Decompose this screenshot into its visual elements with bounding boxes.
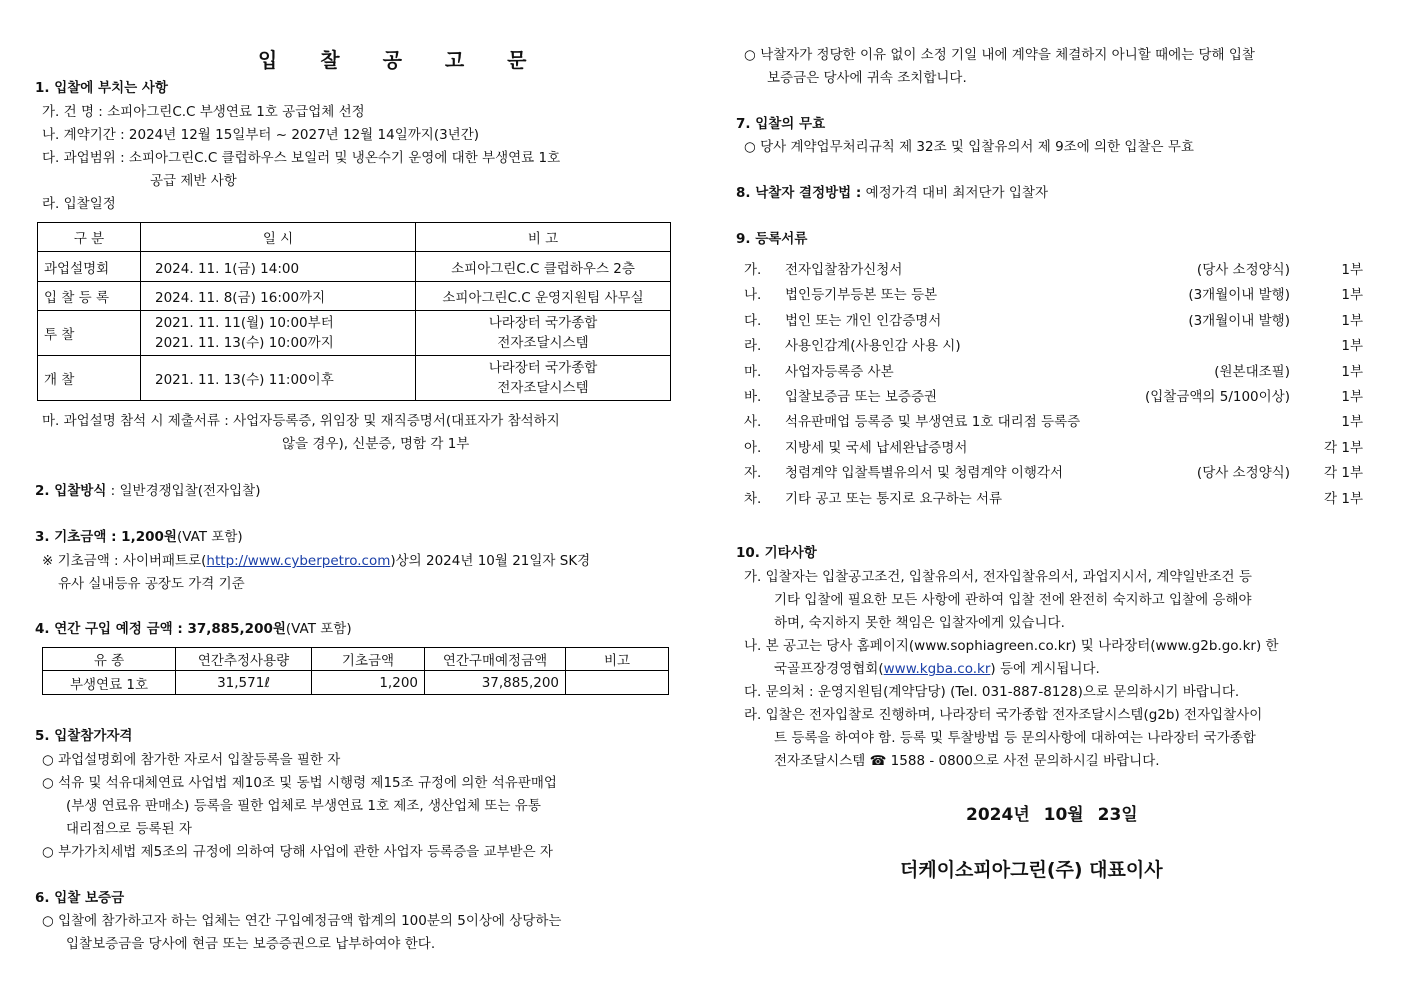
section-3-note-cont: 유사 실내등유 공장도 가격 기준 [58, 576, 245, 592]
schedule-row-note [416, 311, 671, 356]
section-7-heading: 7. 입찰의 무효 [736, 116, 826, 132]
schedule-table [37, 222, 671, 401]
document-item-name: 석유판매업 등록증 및 부생연료 1호 대리점 등록증 [785, 414, 1081, 430]
document-item-mark: 자. [744, 465, 762, 481]
schedule-header: 구 분 [38, 223, 141, 252]
document-item-qty: 각 1부 [1324, 440, 1363, 456]
document-item-qty: 1부 [1341, 313, 1363, 329]
section-10-heading: 10. 기타사항 [736, 545, 817, 561]
section-3-heading: 3. 기초금액 : 1,200원 [35, 529, 177, 545]
document-item-mark: 차. [744, 491, 762, 507]
schedule-row-note: 소피아그린C.C 운영지원팀 사무실 [416, 282, 671, 311]
s6-line: ○ 입찰에 참가하고자 하는 업체는 연간 구입예정금액 합계의 100분의 5이상에 상당하는 [42, 913, 562, 929]
section-4-heading-tail: (VAT 포함) [285, 621, 352, 637]
note-text: )상의 2024년 10월 21일자 SK경 [390, 553, 591, 569]
document-item-name: 입찰보증금 또는 보증증권 [785, 389, 938, 405]
document-item-qty: 1부 [1341, 262, 1363, 278]
document-item-note: (당사 소정양식) [1196, 465, 1290, 481]
s10-da: 다. 문의처 : 운영지원팀(계약담당) (Tel. 031-887-8128)으로 문의하시기 바랍니다. [744, 684, 1240, 700]
note-line: 전자조달시스템 [497, 380, 589, 396]
document-item-name: 청렴계약 입찰특별유의서 및 청렴계약 이행각서 [785, 465, 1063, 481]
section-8-heading: 8. 낙찰자 결정방법 : [736, 185, 862, 201]
s1-line-schedule: 라. 입찰일정 [42, 196, 116, 212]
s1-submit-docs: 마. 과업설명 참석 시 제출서류 : 사업자등록증, 위임장 및 재직증명서(대표자가 참석하지 [42, 413, 560, 429]
document-item-mark: 사. [744, 414, 762, 430]
purchase-header: 기초금액 [312, 648, 425, 671]
section-4 [35, 621, 352, 637]
s10-ga-cont: 하며, 숙지하지 못한 책임은 입찰자에게 있습니다. [774, 615, 1065, 631]
na-text: 국골프장경영협회( [774, 661, 884, 677]
page-title: 입 찰 공 고 문 [258, 48, 545, 72]
document-item-mark: 다. [744, 313, 762, 329]
document-item-note: (입찰금액의 5/100이상) [1144, 389, 1290, 405]
section-4-heading: 4. 연간 구입 예정 금액 : 37,885,200원 [35, 621, 286, 637]
purchase-header: 유 종 [43, 648, 176, 671]
s10-ra-cont: 트 등록을 하여야 함. 등록 및 투찰방법 등 문의사항에 대하여는 나라장터 국가종합 [774, 730, 1256, 746]
s1-line-scope-cont: 공급 제반 사항 [150, 173, 237, 189]
note-text: ※ 기초금액 : 사이버패트로( [42, 553, 207, 569]
s7-line: ○ 당사 계약업무처리규칙 제 32조 및 입찰유의서 제 9조에 의한 입찰은 무효 [744, 139, 1194, 155]
section-9-heading: 9. 등록서류 [736, 231, 808, 247]
section-3-heading-tail: (VAT 포함) [176, 529, 243, 545]
section-2-text: : 일반경쟁입찰(전자입찰) [106, 483, 261, 499]
schedule-row-datetime: 2021. 11. 13(수) 11:00이후 [141, 356, 416, 401]
document-item-name: 사업자등록증 사본 [785, 364, 894, 380]
document-item-note: (3개월이내 발행) [1188, 287, 1290, 303]
schedule-row-note [416, 356, 671, 401]
document-item-name: 법인등기부등본 또는 등본 [785, 287, 938, 303]
document-item-mark: 아. [744, 440, 762, 456]
document-item-name: 전자입찰참가신청서 [785, 262, 903, 278]
section-8-text: 예정가격 대비 최저단가 입찰자 [861, 185, 1049, 201]
note-line: 나라장터 국가종합 [488, 315, 598, 331]
s5-line: (부생 연료유 판매소) 등록을 필한 업체로 부생연료 1호 제조, 생산업체 또는 유통 [66, 798, 541, 814]
s5-line: ○ 석유 및 석유대체연료 사업법 제10조 및 동법 시행령 제15조 규정에 의한 석유판매업 [42, 775, 557, 791]
section-5-heading: 5. 입찰참가자격 [35, 728, 133, 744]
schedule-header: 비 고 [416, 223, 671, 252]
document-item-name: 사용인감계(사용인감 사용 시) [785, 338, 961, 354]
s6-line: 보증금은 당사에 귀속 조치합니다. [767, 70, 967, 86]
s1-line-scope: 다. 과업범위 : 소피아그린C.C 클럽하우스 보일러 및 냉온수기 운영에 대한 부생연료 1호 [42, 150, 561, 166]
purchase-header: 연간구매예정금액 [425, 648, 566, 671]
section-8 [736, 185, 1048, 201]
document-item-name: 기타 공고 또는 통지로 요구하는 서류 [785, 491, 1003, 507]
schedule-row-label: 투 찰 [38, 311, 141, 356]
section-3 [35, 529, 243, 545]
document-item-qty: 1부 [1341, 287, 1363, 303]
purchase-cell-base: 1,200 [312, 671, 425, 695]
schedule-row-label: 과업설명회 [38, 252, 141, 282]
purchase-table [42, 647, 669, 695]
na-text: ) 등에 게시됩니다. [990, 661, 1100, 677]
document-item-qty: 1부 [1341, 338, 1363, 354]
s10-na-cont [774, 661, 1100, 677]
cyberpetro-link[interactable]: http://www.cyberpetro.com [206, 553, 391, 569]
document-item-qty: 1부 [1341, 364, 1363, 380]
purchase-cell-usage: 31,571ℓ [176, 671, 312, 695]
document-item-mark: 가. [744, 262, 762, 278]
schedule-row-datetime: 2024. 11. 8(금) 16:00까지 [141, 282, 416, 311]
s5-line: ○ 과업설명회에 참가한 자로서 입찰등록을 필한 자 [42, 752, 341, 768]
s10-na: 나. 본 공고는 당사 홈페이지(www.sophiagreen.co.kr) 및 나라장터(www.g2b.go.kr) 한 [744, 638, 1279, 654]
s1-line-period: 나. 계약기간 : 2024년 12월 15일부터 ~ 2027년 12월 14일까지(3년간) [42, 127, 480, 143]
section-1-heading: 1. 입찰에 부치는 사항 [35, 80, 168, 96]
note-line: 전자조달시스템 [497, 335, 589, 351]
document-item-note: (원본대조필) [1214, 364, 1290, 380]
document-item-qty: 각 1부 [1324, 465, 1363, 481]
schedule-row-label: 입 찰 등 록 [38, 282, 141, 311]
section-3-note [42, 553, 590, 569]
purchase-header: 연간추정사용량 [176, 648, 312, 671]
schedule-row-datetime: 2024. 11. 1(금) 14:00 [141, 252, 416, 282]
purchase-cell-fuel: 부생연료 1호 [43, 671, 176, 695]
kgba-link[interactable]: www.kgba.co.kr [883, 661, 991, 677]
document-item-note: (3개월이내 발행) [1188, 313, 1290, 329]
s10-ga-cont: 기타 입찰에 필요한 모든 사항에 관하여 입찰 전에 완전히 숙지하고 입찰에 응해야 [774, 592, 1252, 608]
s1-line-name: 가. 건 명 : 소피아그린C.C 부생연료 1호 공급업체 선정 [42, 104, 365, 120]
section-2 [35, 483, 260, 499]
purchase-cell-remark [566, 671, 669, 695]
schedule-row-label: 개 찰 [38, 356, 141, 401]
document-item-name: 지방세 및 국세 납세완납증명서 [785, 440, 968, 456]
document-item-qty: 1부 [1341, 414, 1363, 430]
s6-line: ○ 낙찰자가 정당한 이유 없이 소정 기일 내에 계약을 체결하지 아니할 때에는 당해 입찰 [744, 47, 1255, 63]
document-item-qty: 1부 [1341, 389, 1363, 405]
purchase-header: 비고 [566, 648, 669, 671]
s10-ga: 가. 입찰자는 입찰공고조건, 입찰유의서, 전자입찰유의서, 과업지시서, 계약일반조건 등 [744, 569, 1252, 585]
schedule-header: 일 시 [141, 223, 416, 252]
s1-submit-docs-cont: 않을 경우), 신분증, 명함 각 1부 [282, 436, 470, 452]
schedule-row-datetime [141, 311, 416, 356]
note-line: 나라장터 국가종합 [488, 360, 598, 376]
document-item-mark: 라. [744, 338, 762, 354]
s10-ra: 라. 입찰은 전자입찰로 진행하며, 나라장터 국가종합 전자조달시스템(g2b) 전자입찰사이 [744, 707, 1263, 723]
datetime-line: 2021. 11. 13(수) 10:00까지 [155, 335, 334, 351]
document-item-note: (당사 소정양식) [1196, 262, 1290, 278]
s5-line: 대리점으로 등록된 자 [66, 821, 192, 837]
document-item-mark: 마. [744, 364, 762, 380]
document-item-mark: 바. [744, 389, 762, 405]
purchase-cell-amount: 37,885,200 [425, 671, 566, 695]
datetime-line: 2021. 11. 11(월) 10:00부터 [155, 315, 334, 331]
issuer-signature: 더케이소피아그린(주) 대표이사 [900, 859, 1163, 881]
s6-line: 입찰보증금을 당사에 현금 또는 보증증권으로 납부하여야 한다. [66, 936, 436, 952]
s10-ra-cont: 전자조달시스템 ☎ 1588 - 0800으로 사전 문의하시길 바랍니다. [774, 753, 1160, 769]
schedule-row-note: 소피아그린C.C 클럽하우스 2층 [416, 252, 671, 282]
document-item-mark: 나. [744, 287, 762, 303]
s5-line: ○ 부가가치세법 제5조의 규정에 의하여 당해 사업에 관한 사업자 등록증을 교부받은 자 [42, 844, 553, 860]
document-item-name: 법인 또는 개인 인감증명서 [785, 313, 942, 329]
document-item-qty: 각 1부 [1324, 491, 1363, 507]
section-6-heading: 6. 입찰 보증금 [35, 890, 125, 906]
section-2-heading: 2. 입찰방식 [35, 483, 107, 499]
notice-date: 2024년 10월 23일 [966, 805, 1138, 825]
